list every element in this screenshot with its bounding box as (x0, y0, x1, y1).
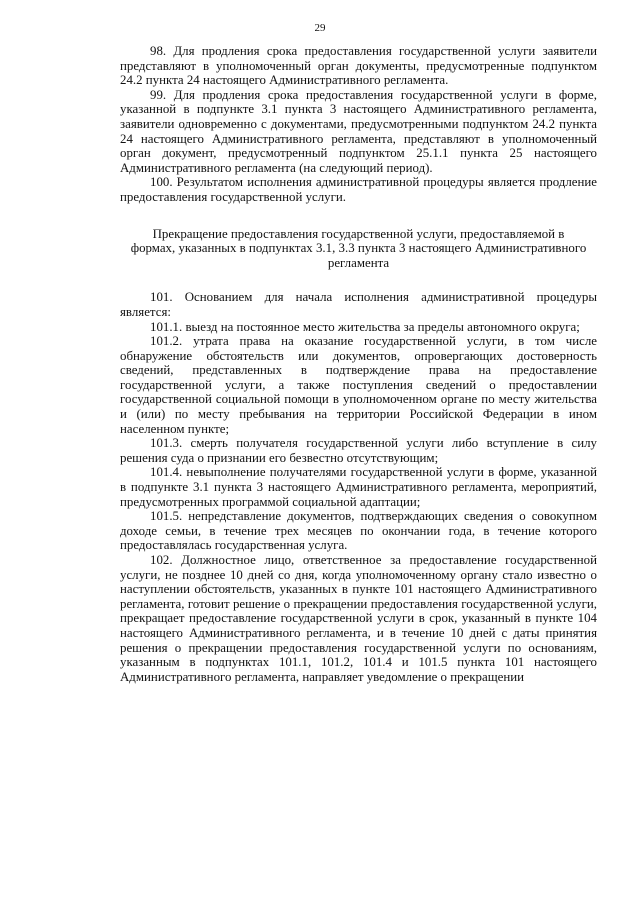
paragraph-101-3: 101.3. смерть получателя государственной услуги либо вступление в силу решения суда о признании его безвестно отсутствующим; (120, 436, 597, 465)
paragraph-101-1: 101.1. выезд на постоянное место жительства за пределы автономного округа; (150, 319, 580, 334)
paragraph-101-2: 101.2. утрата права на оказание государственной услуги, в том числе обнаружение обстоятельств или документов, опровергающих достоверность сведений, представленных в подтверждение права на предоставление государственной услуги, а также поступления сведений о предоставлении государственной социальной помощи в уполномоченном органе по месту жительства и (или) по месту пребывания на территории Российской Федерации в ином населенном пункте; (120, 334, 597, 436)
paragraph-101: 101. Основанием для начала исполнения административной процедуры является: (120, 290, 597, 319)
section-heading: Прекращение предоставления государственной услуги, предоставляемой в формах, указанных в подпунктах 3.1, 3.3 пункта 3 настоящего Административного регламента (130, 226, 587, 270)
paragraph-102: 102. Должностное лицо, ответственное за предоставление государственной услуги, не позднее 10 дней со дня, когда уполномоченному органу стало известно о наступлении обстоятельств, указанных в пункте 101 настоящего Административного регламента, готовит решение о прекращении предоставления государственной услуги, прекращает предоставление государственной услуги в срок, указанный в пункте 104 настоящего Административного регламента, и в течение 10 дней с даты принятия решения о прекращении предоставления государственной услуги по основаниям, указанным в подпунктах 101.1, 101.2, 101.4 и 101.5 пункта 101 настоящего Административного регламента, направляет уведомление о прекращении (120, 553, 597, 684)
paragraph-100: 100. Результатом исполнения административной процедуры является продление предоставления государственной услуги. (120, 175, 597, 204)
paragraph-101-5: 101.5. непредставление документов, подтверждающих сведения о совокупном доходе семьи, в течение трех месяцев по окончании года, в течение которого предоставлялась государственная услуга. (120, 509, 597, 553)
page-number: 29 (314, 22, 326, 34)
paragraph-99: 99. Для продления срока предоставления государственной услуги в форме, указанной в подпункте 3.1 пункта 3 настоящего Административного регламента, заявители одновременно с документами, предусмотренными подпунктом 24.2 пункта 24 настоящего Административного регламента, представляют в уполномоченный орган документ, предусмотренный подпунктом 25.1.1 пункта 25 настоящего Административного регламента (на следующий период). (120, 87, 597, 175)
paragraph-98: 98. Для продления срока предоставления государственной услуги заявители представляют в уполномоченный орган документы, предусмотренные подпунктом 24.2 пункта 24 настоящего Административного регламента. (120, 44, 597, 88)
document-body (120, 44, 597, 684)
paragraph-101-4: 101.4. невыполнение получателями государственной услуги в форме, указанной в подпункте 3.1 пункта 3 настоящего Административного регламента, мероприятий, предусмотренных программой социальной адаптации; (120, 465, 597, 509)
